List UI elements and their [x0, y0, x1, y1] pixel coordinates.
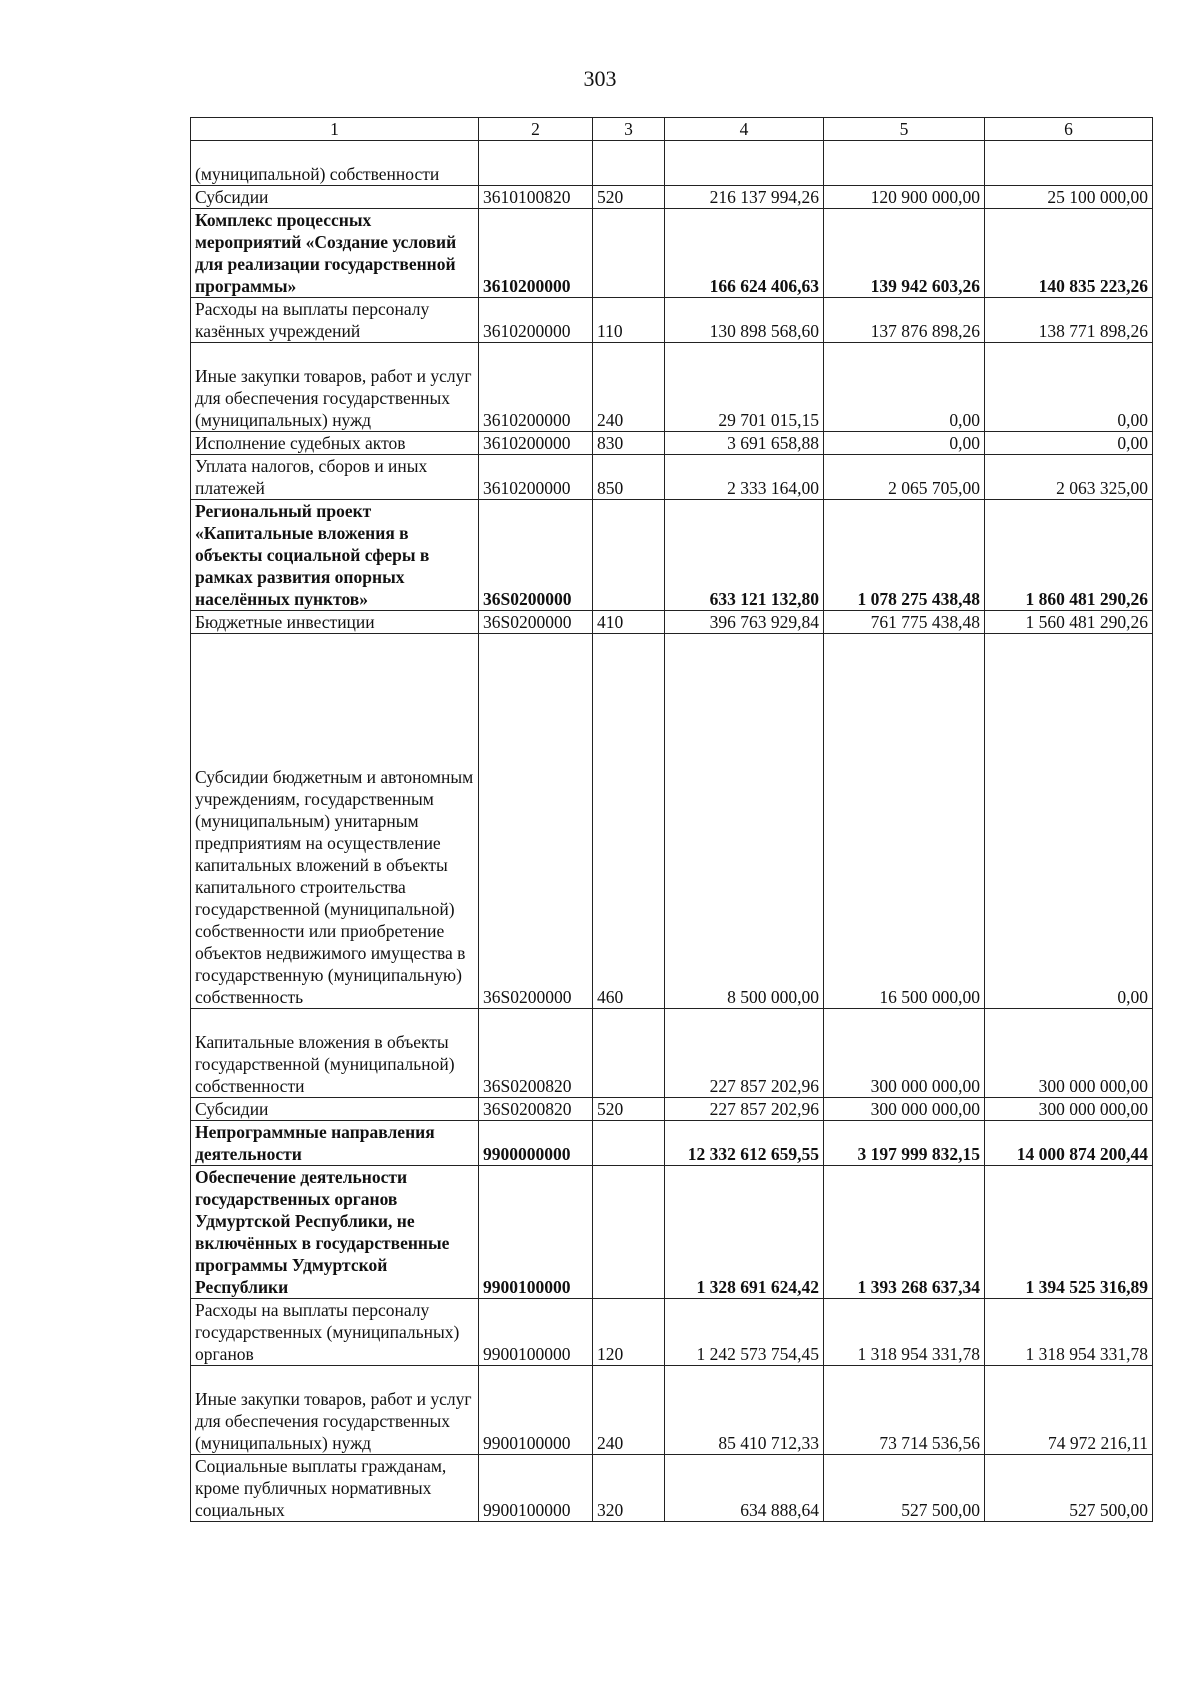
table-header-row: [191, 118, 1153, 141]
row-value-5: 1 078 275 438,48: [824, 500, 985, 611]
row-type: [593, 1121, 665, 1166]
row-code: 9900100000: [479, 1166, 593, 1299]
table-row: [191, 209, 1153, 298]
row-value-4: 633 121 132,80: [665, 500, 824, 611]
row-value-4: 85 410 712,33: [665, 1366, 824, 1455]
table-row: [191, 298, 1153, 343]
row-value-6: 0,00: [985, 634, 1153, 1009]
column-header: 5: [824, 118, 985, 141]
row-type: [593, 1009, 665, 1098]
row-type: 520: [593, 186, 665, 209]
row-code: 36S0200000: [479, 500, 593, 611]
row-value-6: 1 394 525 316,89: [985, 1166, 1153, 1299]
row-value-4: 216 137 994,26: [665, 186, 824, 209]
row-value-4: 2 333 164,00: [665, 455, 824, 500]
row-value-6: 138 771 898,26: [985, 298, 1153, 343]
row-type: 110: [593, 298, 665, 343]
table-row: [191, 500, 1153, 611]
column-header: 6: [985, 118, 1153, 141]
row-type: 520: [593, 1098, 665, 1121]
column-header: 3: [593, 118, 665, 141]
row-type: 410: [593, 611, 665, 634]
row-value-5: 300 000 000,00: [824, 1009, 985, 1098]
row-name: Расходы на выплаты персоналу государственных (муниципальных) органов: [191, 1299, 479, 1366]
row-value-4: 227 857 202,96: [665, 1009, 824, 1098]
row-value-6: 2 063 325,00: [985, 455, 1153, 500]
row-value-4: 634 888,64: [665, 1455, 824, 1522]
row-value-5: 120 900 000,00: [824, 186, 985, 209]
row-value-4: 1 328 691 624,42: [665, 1166, 824, 1299]
row-value-5: 527 500,00: [824, 1455, 985, 1522]
row-value-6: 0,00: [985, 343, 1153, 432]
row-value-4: 8 500 000,00: [665, 634, 824, 1009]
column-header: 2: [479, 118, 593, 141]
row-code: 3610200000: [479, 343, 593, 432]
row-code: 36S0200000: [479, 634, 593, 1009]
row-value-4: 29 701 015,15: [665, 343, 824, 432]
row-type: [593, 209, 665, 298]
row-name: Субсидии: [191, 1098, 479, 1121]
table-row: [191, 141, 1153, 186]
row-type: 850: [593, 455, 665, 500]
row-value-4: 396 763 929,84: [665, 611, 824, 634]
row-code: 36S0200820: [479, 1098, 593, 1121]
row-code: 36S0200000: [479, 611, 593, 634]
row-name: Бюджетные инвестиции: [191, 611, 479, 634]
row-value-6: 300 000 000,00: [985, 1098, 1153, 1121]
row-value-4: [665, 141, 824, 186]
row-name: Исполнение судебных актов: [191, 432, 479, 455]
table-row: [191, 1455, 1153, 1522]
table-row: [191, 1166, 1153, 1299]
row-code: 3610200000: [479, 432, 593, 455]
row-type: 240: [593, 1366, 665, 1455]
row-value-5: 137 876 898,26: [824, 298, 985, 343]
row-type: [593, 141, 665, 186]
table-row: [191, 343, 1153, 432]
row-value-5: 73 714 536,56: [824, 1366, 985, 1455]
row-code: 3610200000: [479, 298, 593, 343]
row-value-4: 3 691 658,88: [665, 432, 824, 455]
row-name: Комплекс процессных мероприятий «Создание условий для реализации государственной программы»: [191, 209, 479, 298]
row-value-4: 227 857 202,96: [665, 1098, 824, 1121]
table-row: [191, 1009, 1153, 1098]
row-value-5: 1 393 268 637,34: [824, 1166, 985, 1299]
row-value-5: 0,00: [824, 343, 985, 432]
row-name: (муниципальной) собственности: [191, 141, 479, 186]
column-header: 4: [665, 118, 824, 141]
row-value-6: 527 500,00: [985, 1455, 1153, 1522]
table-row: [191, 1299, 1153, 1366]
row-value-6: 1 560 481 290,26: [985, 611, 1153, 634]
row-code: 9900000000: [479, 1121, 593, 1166]
row-value-6: 300 000 000,00: [985, 1009, 1153, 1098]
row-value-6: 14 000 874 200,44: [985, 1121, 1153, 1166]
row-value-5: 1 318 954 331,78: [824, 1299, 985, 1366]
column-header: 1: [191, 118, 479, 141]
row-value-5: 16 500 000,00: [824, 634, 985, 1009]
row-name: Субсидии: [191, 186, 479, 209]
row-value-5: [824, 141, 985, 186]
row-value-5: 761 775 438,48: [824, 611, 985, 634]
row-code: 9900100000: [479, 1366, 593, 1455]
row-code: 36S0200820: [479, 1009, 593, 1098]
row-name: Региональный проект «Капитальные вложения в объекты социальной сферы в рамках развития опорных населённых пунктов»: [191, 500, 479, 611]
row-name: Расходы на выплаты персоналу казённых учреждений: [191, 298, 479, 343]
row-name: Обеспечение деятельности государственных органов Удмуртской Республики, не включённых в государственные программы Удмуртской Республики: [191, 1166, 479, 1299]
row-value-5: 3 197 999 832,15: [824, 1121, 985, 1166]
row-value-6: 1 860 481 290,26: [985, 500, 1153, 611]
row-name: Социальные выплаты гражданам, кроме публичных нормативных социальных: [191, 1455, 479, 1522]
row-value-6: 1 318 954 331,78: [985, 1299, 1153, 1366]
row-value-5: 139 942 603,26: [824, 209, 985, 298]
row-name: Капитальные вложения в объекты государственной (муниципальной) собственности: [191, 1009, 479, 1098]
table-row: [191, 432, 1153, 455]
row-type: 320: [593, 1455, 665, 1522]
row-type: 120: [593, 1299, 665, 1366]
row-name: Иные закупки товаров, работ и услуг для обеспечения государственных (муниципальных) нужд: [191, 343, 479, 432]
row-type: [593, 500, 665, 611]
budget-table: [190, 117, 1153, 1522]
row-value-4: 1 242 573 754,45: [665, 1299, 824, 1366]
row-value-6: [985, 141, 1153, 186]
table-row: [191, 1121, 1153, 1166]
row-value-5: 300 000 000,00: [824, 1098, 985, 1121]
row-type: 830: [593, 432, 665, 455]
row-type: 240: [593, 343, 665, 432]
table-row: [191, 1366, 1153, 1455]
row-value-5: 2 065 705,00: [824, 455, 985, 500]
row-type: [593, 1166, 665, 1299]
row-value-6: 25 100 000,00: [985, 186, 1153, 209]
row-name: Непрограммные направления деятельности: [191, 1121, 479, 1166]
row-name: Субсидии бюджетным и автономным учреждениям, государственным (муниципальным) унитарным предприятиям на осуществление капитальных вложений в объекты капитального строительства государственной (муниципальной) собственности или приобретение объектов недвижимого имущества в государственную (муниципальную) собственность: [191, 634, 479, 1009]
row-type: 460: [593, 634, 665, 1009]
table-row: [191, 186, 1153, 209]
row-name: Уплата налогов, сборов и иных платежей: [191, 455, 479, 500]
table-row: [191, 611, 1153, 634]
row-code: 3610200000: [479, 209, 593, 298]
row-name: Иные закупки товаров, работ и услуг для обеспечения государственных (муниципальных) нужд: [191, 1366, 479, 1455]
row-value-4: 12 332 612 659,55: [665, 1121, 824, 1166]
row-value-6: 0,00: [985, 432, 1153, 455]
table-row: [191, 455, 1153, 500]
page-number: 303: [583, 66, 617, 91]
row-value-5: 0,00: [824, 432, 985, 455]
row-value-4: 166 624 406,63: [665, 209, 824, 298]
table-row: [191, 1098, 1153, 1121]
row-value-4: 130 898 568,60: [665, 298, 824, 343]
row-code: 9900100000: [479, 1299, 593, 1366]
row-code: 3610100820: [479, 186, 593, 209]
row-code: 3610200000: [479, 455, 593, 500]
row-value-6: 74 972 216,11: [985, 1366, 1153, 1455]
table-row: [191, 634, 1153, 1009]
row-value-6: 140 835 223,26: [985, 209, 1153, 298]
row-code: 9900100000: [479, 1455, 593, 1522]
row-code: [479, 141, 593, 186]
